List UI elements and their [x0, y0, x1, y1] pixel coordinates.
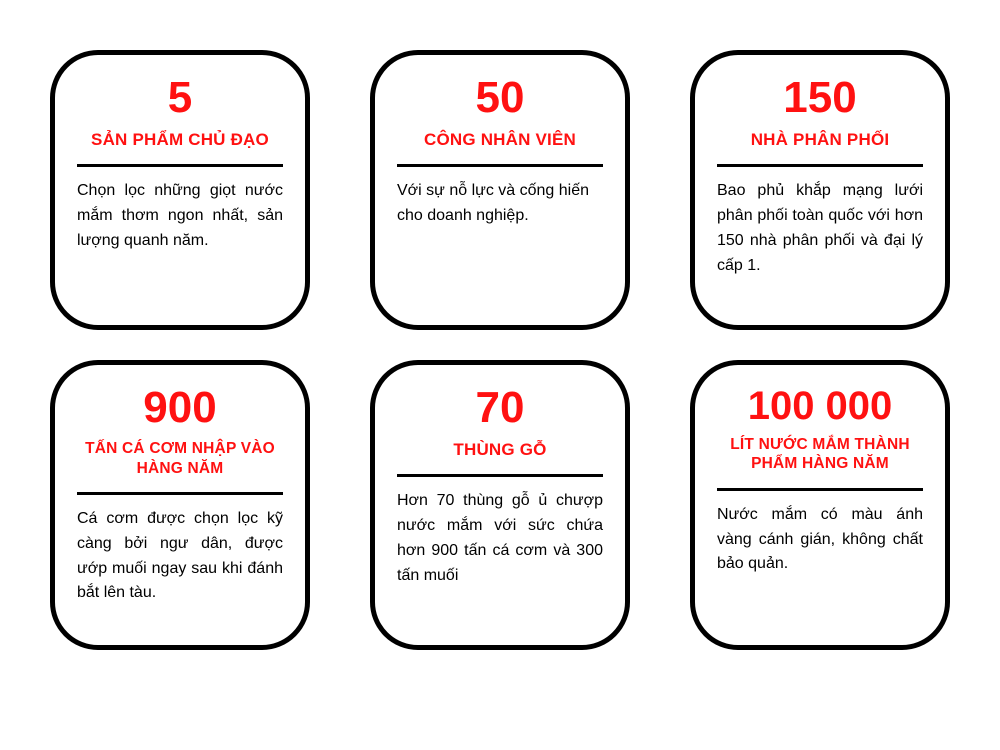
- stat-label: LÍT NƯỚC MẮM THÀNH PHẨM HÀNG NĂM: [730, 436, 910, 473]
- stat-description: Bao phủ khắp mạng lưới phân phối toàn quốc với hơn 150 nhà phân phối và đại lý cấp 1.: [717, 182, 923, 274]
- stat-card: [690, 360, 950, 650]
- stat-label: NHÀ PHÂN PHỐI: [750, 130, 890, 150]
- stat-label: CÔNG NHÂN VIÊN: [423, 130, 577, 150]
- card-divider: [77, 492, 283, 495]
- stats-grid: [40, 50, 960, 650]
- card-divider: [77, 164, 283, 167]
- stat-description: Nước mắm có màu ánh vàng cánh gián, không chất bảo quản.: [717, 505, 923, 573]
- stat-card: [370, 360, 630, 650]
- stat-description: Cá cơm được chọn lọc kỹ càng bởi ngư dân, được ướp muối ngay sau khi đánh bắt lên tàu.: [77, 509, 283, 602]
- stat-label: SẢN PHẨM CHỦ ĐẠO: [91, 130, 269, 150]
- stat-card: [690, 50, 950, 330]
- stat-description: Chọn lọc những giọt nước mắm thơm ngon nhất, sản lượng quanh năm.: [77, 182, 283, 250]
- stat-label: TẤN CÁ CƠM NHẬP VÀO HÀNG NĂM: [85, 440, 275, 477]
- stat-number: 150: [783, 73, 857, 122]
- card-divider: [397, 164, 603, 167]
- stat-number: 70: [475, 383, 525, 432]
- stat-number: 5: [167, 73, 193, 122]
- card-divider: [717, 164, 923, 167]
- stat-number: 50: [475, 73, 525, 122]
- stat-description: Hơn 70 thùng gỗ ủ chượp nước mắm với sức chứa hơn 900 tấn cá cơm và 300 tấn muối: [397, 492, 603, 584]
- stat-number: 100 000: [747, 384, 893, 428]
- card-divider: [397, 474, 603, 477]
- stat-card: [50, 360, 310, 650]
- stat-card: [370, 50, 630, 330]
- stat-number: 900: [143, 383, 217, 432]
- stat-card: [50, 50, 310, 330]
- stat-description: Với sự nỗ lực và cống hiến cho doanh nghiệp.: [397, 182, 590, 225]
- stat-label: THÙNG GỖ: [453, 440, 547, 460]
- card-divider: [717, 488, 923, 491]
